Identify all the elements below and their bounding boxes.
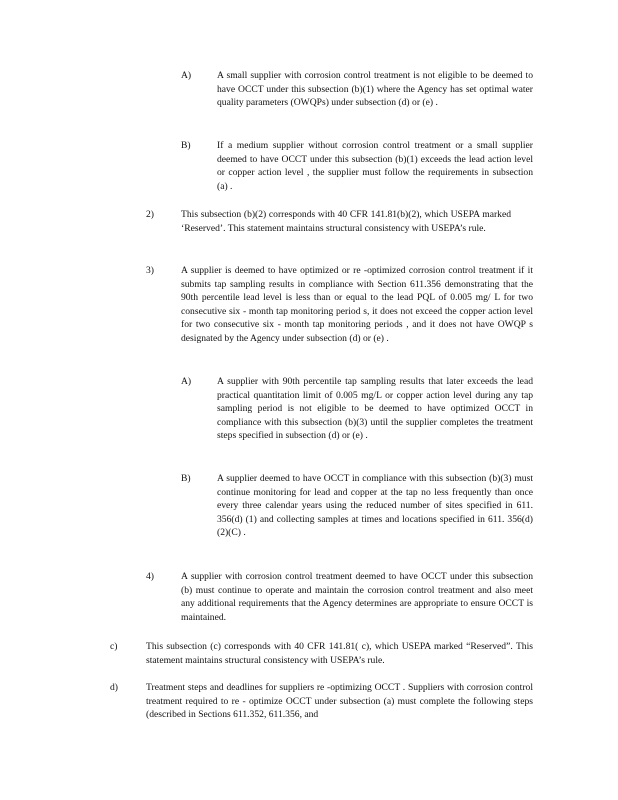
item-text: Treatment steps and deadlines for suppliers re -optimizing OCCT . Suppliers with corrosion control treatment required to re - optimize OCCT under subsection (a) must complete the following steps (described in Sections 611.352, 611.356, and <box>146 682 533 721</box>
item-text: A supplier deemed to have OCCT in compliance with this subsection (b)(3) must continue monitoring for lead and copper at the tap no less frequently than once every three calendar years using the reduced number of sites specified in 611. 356(d) (1) and collecting samples at times and locations specified in 611. 356(d)(2)(C) . <box>217 473 533 539</box>
item-label: A) <box>181 70 192 81</box>
item-label: 4) <box>146 571 154 582</box>
item-text: This subsection (b)(2) corresponds with 40 CFR 141.81(b)(2), which USEPA marked ‘Reserved’. This statement maintains structural consistency with USEPA’s rule. <box>181 209 511 234</box>
item-text: A small supplier with corrosion control treatment is not eligible to be deemed to have OCCT under this subsection (b)(1) where the Agency has set optimal water quality parameters (OWQPs) under subsection (d) or (e) . <box>217 70 533 109</box>
item-text: A supplier with corrosion control treatment deemed to have OCCT under this subsection (b) must continue to operate and maintain the corrosion control treatment and also meet any additional requirements that the Agency determines are appropriate to ensure OCCT is maintained. <box>181 571 533 623</box>
item-label: A) <box>181 376 192 387</box>
item-label: c) <box>110 641 118 652</box>
item-text: If a medium supplier without corrosion control treatment or a small supplier deemed to have OCCT under this subsection (b)(1) exceeds the lead action level or copper action level , the supplier must follow the requirements in subsection (a) . <box>217 140 533 192</box>
item-label: B) <box>181 140 191 151</box>
item-label: 3) <box>146 265 154 276</box>
item-label: 2) <box>146 209 154 220</box>
item-text: A supplier is deemed to have optimized or re -optimized corrosion control treatment if it submits tap sampling results in compliance with Section 611.356 demonstrating that the 90th percentile lead level is less than or equal to the lead PQL of 0.005 mg/ L for two consecutive six - month tap monitoring period s, it does not exceed the copper action level for two consecutive six - month tap monitoring periods , and it does not have OWQP s designated by the Agency under subsection (d) or (e) . <box>181 265 533 344</box>
item-label: B) <box>181 473 191 484</box>
item-text: A supplier with 90th percentile tap sampling results that later exceeds the lead practical quantitation limit of 0.005 mg/L or copper action level during any tap sampling period is not eligible to be deemed to have optimized OCCT in compliance with this subsection (b)(3) until the supplier completes the treatment steps specified in subsection (d) or (e) . <box>217 376 533 442</box>
item-label: d) <box>110 682 118 693</box>
item-text: This subsection (c) corresponds with 40 CFR 141.81( c), which USEPA marked “Reserved”. This statement maintains structural consistency with USEPA’s rule. <box>146 641 533 666</box>
